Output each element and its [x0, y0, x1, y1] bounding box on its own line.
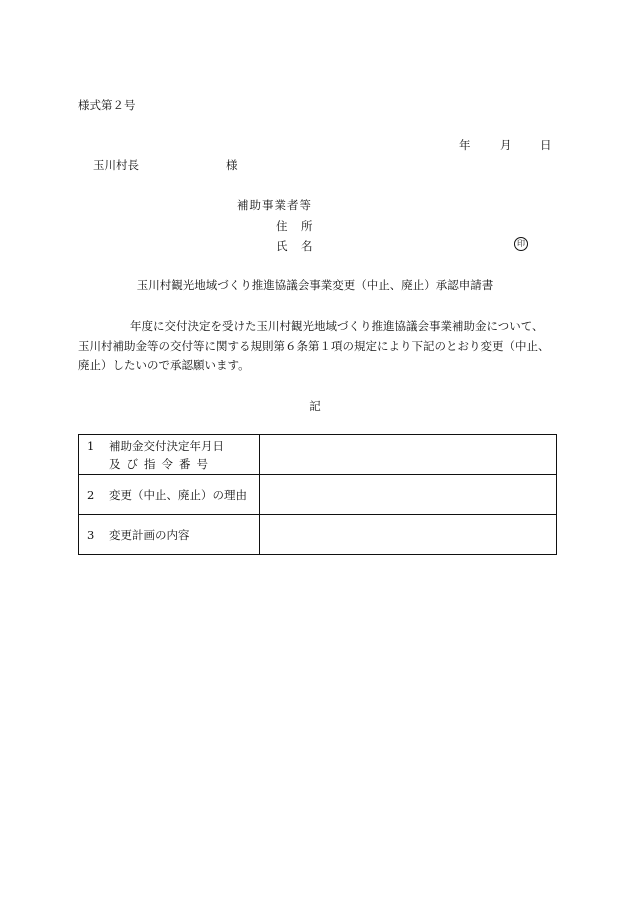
date-month-label: 月	[500, 138, 512, 152]
item-label: 変更計画の内容	[109, 527, 190, 542]
item-number: 2	[87, 487, 95, 502]
date-day-label: 日	[540, 138, 552, 152]
table-value-cell[interactable]	[260, 435, 557, 475]
item-label-line2: 及び指令番号	[109, 456, 214, 471]
addressee-name: 玉川村長	[93, 158, 139, 172]
name-label: 氏 名	[276, 239, 314, 253]
table-value-cell[interactable]	[260, 515, 557, 555]
table-label-cell	[79, 435, 260, 475]
item-number: 3	[87, 527, 95, 542]
body-paragraph	[78, 317, 558, 376]
table-row	[79, 475, 557, 515]
body-line: 玉川村補助金等の交付等に関する規則第６条第１項の規定により下記のとおり変更（中止、	[78, 338, 550, 353]
table-label-cell	[79, 475, 260, 515]
addressee-honorific: 様	[226, 158, 238, 172]
item-label: 変更（中止、廃止）の理由	[109, 487, 247, 502]
table-label-cell	[79, 515, 260, 555]
table-value-cell[interactable]	[260, 475, 557, 515]
applicant-label: 補助事業者等	[237, 198, 312, 212]
body-line: 年度に交付決定を受けた玉川村観光地域づくり推進協議会事業補助金について、	[130, 319, 544, 333]
date-year-label: 年	[459, 138, 471, 152]
form-number: 様式第２号	[78, 98, 136, 112]
table-row	[79, 435, 557, 475]
item-label: 補助金交付決定年月日	[109, 438, 224, 453]
document-title: 玉川村観光地域づくり推進協議会事業変更（中止、廃止）承認申請書	[136, 278, 494, 292]
table-row	[79, 515, 557, 555]
ki-heading: 記	[309, 399, 321, 413]
items-table	[78, 434, 557, 555]
item-number: 1	[87, 438, 95, 453]
body-line: 廃止）したいので承認願います。	[78, 358, 250, 372]
seal-icon: 印	[514, 237, 528, 251]
address-label: 住 所	[276, 219, 314, 233]
